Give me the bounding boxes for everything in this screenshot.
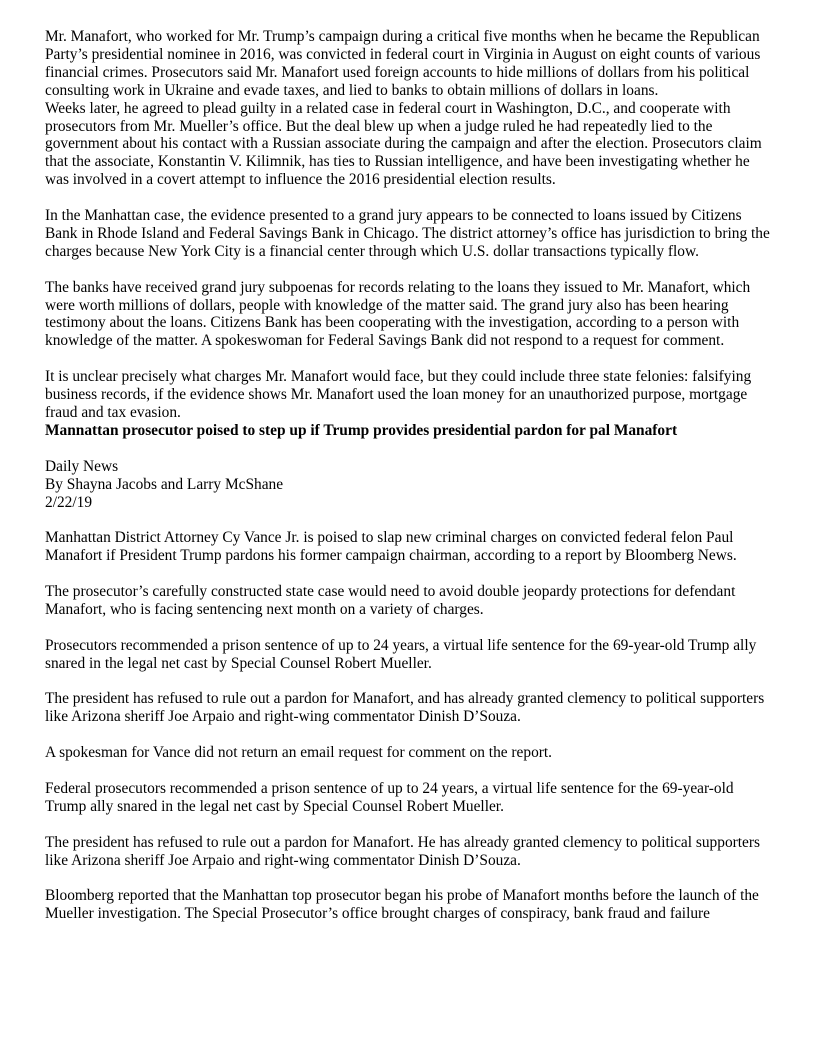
paragraph: In the Manhattan case, the evidence presented to a grand jury appears to be connected to loans issued by Citizens Bank in Rhode Island and Federal Savings Bank in Chicago. The district attorney’s office has jurisdiction to bring the charges because New York City is a financial center through which U.S. dollar transactions typically flow. xyxy=(45,207,770,260)
paragraph-gap xyxy=(45,189,773,207)
paragraph-gap xyxy=(45,726,773,744)
document-page xyxy=(45,28,773,923)
article-headline: Mannattan prosecutor poised to step up if Trump provides presidential pardon for pal Manafort xyxy=(45,421,678,439)
paragraph: The president has refused to rule out a pardon for Manafort, and has already granted clemency to political supporters like Arizona sheriff Joe Arpaio and right-wing commentator Dinish D’Souza. xyxy=(45,690,765,726)
paragraph-gap xyxy=(45,673,773,691)
article-date: 2/22/19 xyxy=(45,493,93,511)
paragraph: The banks have received grand jury subpoenas for records relating to the loans they issued to Mr. Manafort, which were worth millions of dollars, people with knowledge of the matter said. The grand jury also has been hearing testimony about the loans. Citizens Bank has been cooperating with the investigation, according to a person with knowledge of the matter. A spokeswoman for Federal Savings Bank did not respond to a request for comment. xyxy=(45,278,751,350)
paragraph: Mr. Manafort, who worked for Mr. Trump’s campaign during a critical five months when he became the Republican Party’s presidential nominee in 2016, was convicted in federal court in Virginia in August on eight counts of various financial crimes. Prosecutors said Mr. Manafort used foreign accounts to hide millions of dollars from his political consulting work in Ukraine and evade taxes, and lied to banks to obtain millions of dollars in loans. xyxy=(45,28,761,99)
paragraph: It is unclear precisely what charges Mr. Manafort would face, but they could include three state felonies: falsifying business records, if the evidence shows Mr. Manafort used the loan money for an unauthorized purpose, mortgage fraud and tax evasion. xyxy=(45,368,752,421)
paragraph-gap xyxy=(45,816,773,834)
paragraph-gap xyxy=(45,762,773,780)
paragraph: Federal prosecutors recommended a prison sentence of up to 24 years, a virtual life sentence for the 69-year-old Trump ally snared in the legal net cast by Special Counsel Robert Mueller. xyxy=(45,779,734,815)
paragraph-gap xyxy=(45,619,773,637)
paragraph: A spokesman for Vance did not return an email request for comment on the report. xyxy=(45,744,553,762)
article-byline: By Shayna Jacobs and Larry McShane xyxy=(45,475,284,493)
paragraph-gap xyxy=(45,511,773,529)
paragraph-gap xyxy=(45,869,773,887)
paragraph-gap xyxy=(45,261,773,279)
article-source: Daily News xyxy=(45,457,119,475)
paragraph: Bloomberg reported that the Manhattan top prosecutor began his probe of Manafort months before the launch of the Mueller investigation. The Special Prosecutor’s office brought charges of conspiracy, bank fraud and failure xyxy=(45,887,759,923)
paragraph-gap xyxy=(45,350,773,368)
paragraph: The president has refused to rule out a pardon for Manafort. He has already granted clemency to political supporters like Arizona sheriff Joe Arpaio and right-wing commentator Dinish D’Souza. xyxy=(45,833,760,869)
paragraph: Weeks later, he agreed to plead guilty in a related case in federal court in Washington, D.C., and cooperate with prosecutors from Mr. Mueller’s office. But the deal blew up when a judge ruled he had repeatedly lied to the government about his contact with a Russian associate during the campaign and after the election. Prosecutors claim that the associate, Konstantin V. Kilimnik, has ties to Russian intelligence, and have been investigating whether he was involved in a covert attempt to influence the 2016 presidential election results. xyxy=(45,99,762,189)
paragraph-gap xyxy=(45,440,773,458)
paragraph: Prosecutors recommended a prison sentence of up to 24 years, a virtual life sentence for the 69-year-old Trump ally snared in the legal net cast by Special Counsel Robert Mueller. xyxy=(45,636,757,672)
paragraph: The prosecutor’s carefully constructed state case would need to avoid double jeopardy protections for defendant Manafort, who is facing sentencing next month on a variety of charges. xyxy=(45,583,736,618)
paragraph-gap xyxy=(45,565,773,583)
paragraph: Manhattan District Attorney Cy Vance Jr. is poised to slap new criminal charges on convicted federal felon Paul Manafort if President Trump pardons his former campaign chairman, according to a report by Bloomberg News. xyxy=(45,529,737,565)
